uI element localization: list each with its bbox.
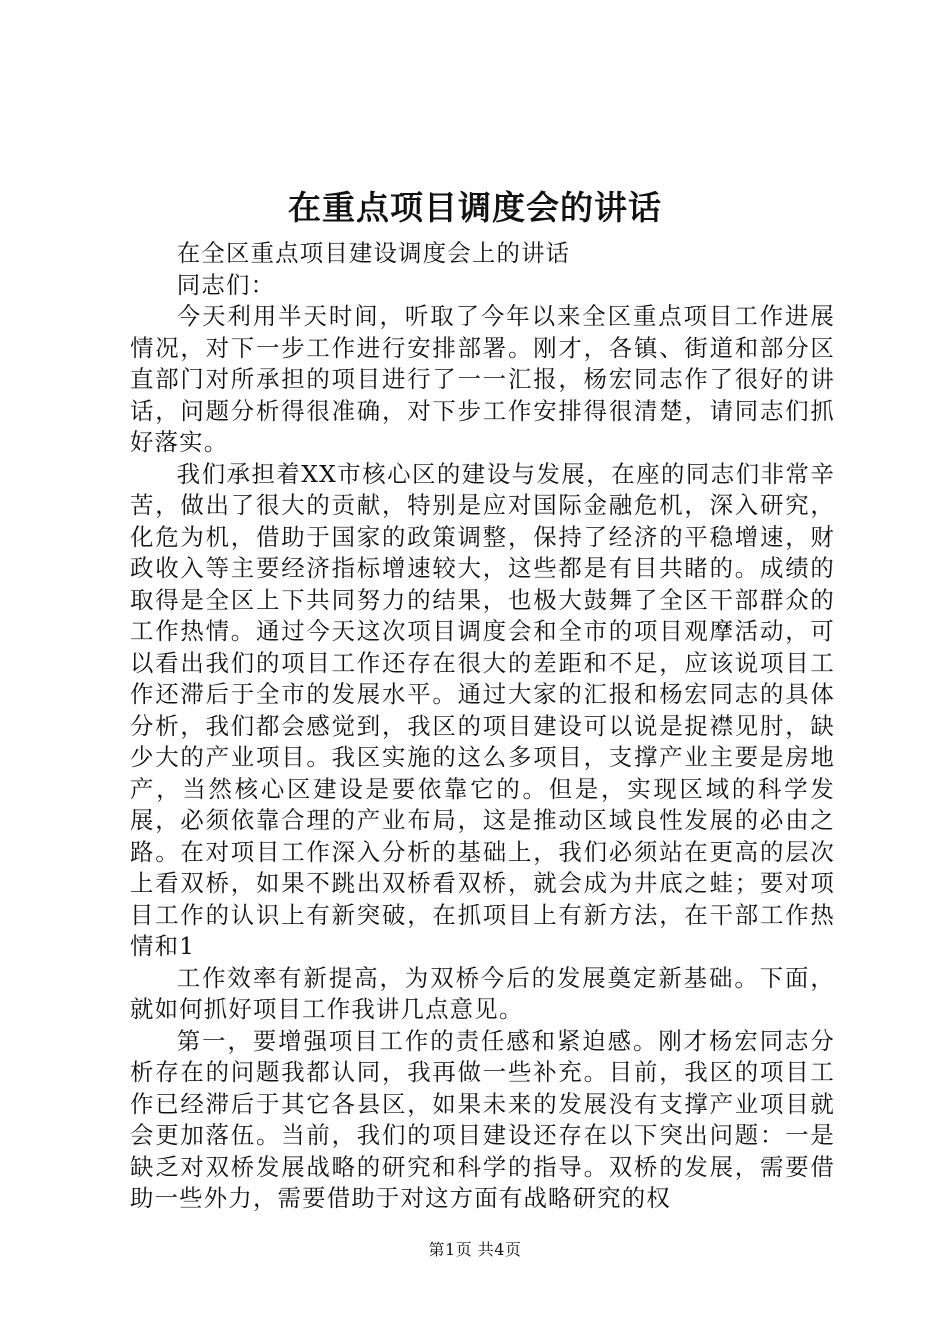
page-footer: 第1页 共4页: [428, 1240, 522, 1259]
paragraph-4: 第一，要增强项目工作的责任感和紧迫感。刚才杨宏同志分析存在的问题我都认同，我再做一些补充。目前，我区的项目工作已经滞后于其它各县区，如果未来的发展没有支撑产业项目就会更加落伍。当前，我们的项目建设还存在以下突出问题：一是缺乏对双桥发展战略的研究和科学的指导。双桥的发展，需要借助一些外力，需要借助于对这方面有战略研究的权: [130, 1026, 835, 1212]
document-body: [130, 238, 835, 1215]
paragraph-2: 我们承担着XX市核心区的建设与发展，在座的同志们非常辛苦，做出了很大的贡献，特别是应对国际金融危机，深入研究，化危为机，借助于国家的政策调整，保持了经济的平稳增速，财政收入等主要经济指标增速较大，这些都是有目共睹的。成绩的取得是全区上下共同努力的结果，也极大鼓舞了全区干部群众的工作热情。通过今天这次项目调度会和全市的项目观摩活动，可以看出我们的项目工作还存在很大的差距和不足，应该说项目工作还滞后于全市的发展水平。通过大家的汇报和杨宏同志的具体分析，我们都会感觉到，我区的项目建设可以说是捉襟见肘，缺少大的产业项目。我区实施的这么多项目，支撑产业主要是房地产，当然核心区建设是要依靠它的。但是，实现区域的科学发展，必须依靠合理的产业布局，这是推动区域良性发展的必由之路。在对项目工作深入分析的基础上，我们必须站在更高的层次上看双桥，如果不跳出双桥看双桥，就会成为井底之蛙；要对项目工作的认识上有新突破，在抓项目上有新方法，在干部工作热情和1: [130, 459, 835, 960]
paragraph-1: 今天利用半天时间，听取了今年以来全区重点项目工作进展情况，对下一步工作进行安排部署。刚才，各镇、街道和部分区直部门对所承担的项目进行了一一汇报，杨宏同志作了很好的讲话，问题分析得很准确，对下步工作安排得很清楚，请同志们抓好落实。: [130, 302, 835, 456]
paragraph-salutation: 同志们：: [176, 270, 276, 299]
paragraph-subtitle: 在全区重点项目建设调度会上的讲话: [176, 239, 571, 267]
document-title: 在重点项目调度会的讲话: [288, 188, 662, 227]
paragraph-3: 工作效率有新提高，为双桥今后的发展奠定新基础。下面，就如何抓好项目工作我讲几点意见。: [130, 963, 835, 1023]
